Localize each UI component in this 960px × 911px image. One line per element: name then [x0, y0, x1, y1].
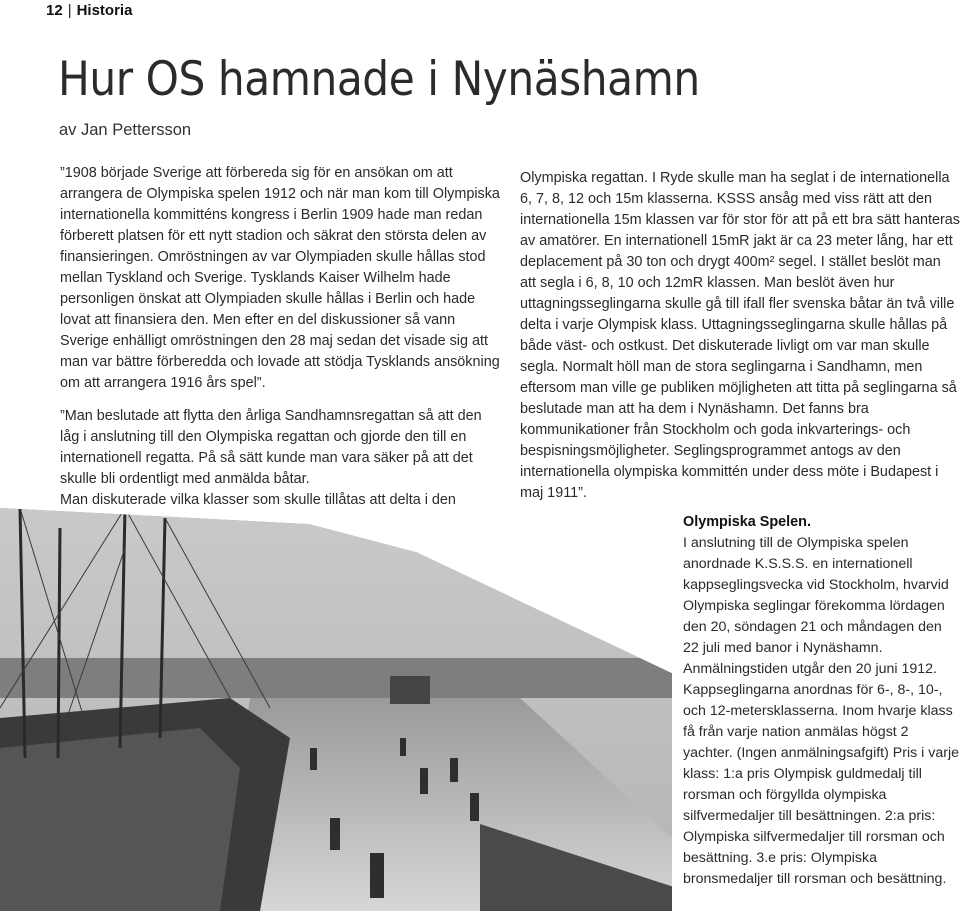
info-box-heading: Olympiska Spelen. — [683, 514, 811, 530]
section-label: Historia — [76, 1, 133, 19]
info-box — [683, 512, 960, 890]
header-tab — [24, 0, 46, 20]
page-number: 12 — [46, 1, 63, 19]
article-paragraph: Man diskuterade vilka klasser som skulle tillåtas att delta i den — [60, 492, 456, 508]
info-box-body: I anslutning till de Olympiska spelen anordnade K.S.S.S. en internationell kappseglingsvecka vid Stockholm, hvarvid Olympiska seglingar förekomma lördagen den 20, söndagen 21 och måndagen den 22 juli med banor i Nynäshamn. Anmälningstiden utgår den 20 juni 1912. Kappseglingarna anordnas för 6-, 8-, 10-, och 12-metersklasserna. Inom hvarje klass få från varje nation anmälas högst 2 yachter. (Ingen anmälningsafgift) Pris i varje klass: 1:a pris Olympisk guldmedalj till rorsman och förgyllda olympiska silfvermedaljer till besättningen. 2:a pris: Olympiska silfvermedaljer till rorsman och besättning. 3.e pris: Olympiska bronsmedaljer till rorsman och besättning. — [683, 535, 959, 887]
article-paragraph: ”1908 började Sverige att förbereda sig för en ansökan om att arrangera de Olympiska spelen 1912 och när man kom till Olympiska internationella kommitténs kongress i Berlin 1909 hade man redan förberett platsen för ett nytt stadion och säkrat den största delen av finansieringen. Omröstningen av var Olympiaden skulle hållas stod mellan Tyskland och Sverige. Tysklands Kaiser Wilhelm hade personligen önskat att Olympiaden skulle hållas i Berlin och hade lovat att finansiera den. Men efter en del diskussioner så vann Sverige enhälligt omröstningen den 28 maj sedan det visade sig att man var bättre förberedda och lovade att stödja Tysklands ansökning om att arrangera 1916 års spel”. — [60, 165, 500, 391]
article-paragraph: Olympiska regattan. I Ryde skulle man ha seglat i de internationella 6, 7, 8, 12 och 15m klasserna. KSSS ansåg med viss rätt att den internationella 15m klassen var för stor för att på ett bra sätt hanteras av amatörer. En internationell 15mR jakt är ca 23 meter lång, har ett deplacement på 30 ton och drygt 400m² segel. I stället beslöt man att segla i 6, 8, 10 och 12mR klassen. Man beslöt även hur uttagningsseglingarna skulle gå till ifall fler svenska båtar än två ville delta i varje Olympisk klass. Uttagningsseglingarna skulle hållas på både väst- och ostkust. Det diskuterade livligt om var man skulle segla. Normalt höll man de stora seglingarna i Sandhamn, men eftersom man ville ge publiken möjligheten att titta på seglingarna så beslutade man att ha dem i Nynäshamn. Det fanns bra kommunikationer från Stockholm och goda inkvarterings- och bespisningsmöjligheter. Seglingsprogrammet antogs av den internationella olympiska kommittén under dess möte i Budapest i maj 1911”. — [520, 170, 960, 501]
photo-carriage — [390, 676, 430, 704]
harbour-photo — [0, 508, 672, 911]
article-right-column — [520, 168, 960, 504]
header-separator: | — [67, 1, 72, 19]
page-header — [24, 0, 132, 20]
photo-ship-deck — [0, 728, 240, 911]
article-byline: av Jan Pettersson — [59, 121, 192, 139]
article-paragraph: ”Man beslutade att flytta den årliga Sandhamnsregattan så att den låg i anslutning till den Olympiska regattan och gjorde den till en internationell regatta. På så sätt kunde man vara säker på att det skulle bli ordentligt med anmälda båtar. — [60, 408, 482, 487]
harbour-photo-drawing — [0, 508, 672, 911]
article-title: Hur OS hamnade i Nynäshamn — [58, 52, 700, 107]
photo-shoreline — [0, 658, 672, 698]
article-left-column — [60, 163, 500, 511]
